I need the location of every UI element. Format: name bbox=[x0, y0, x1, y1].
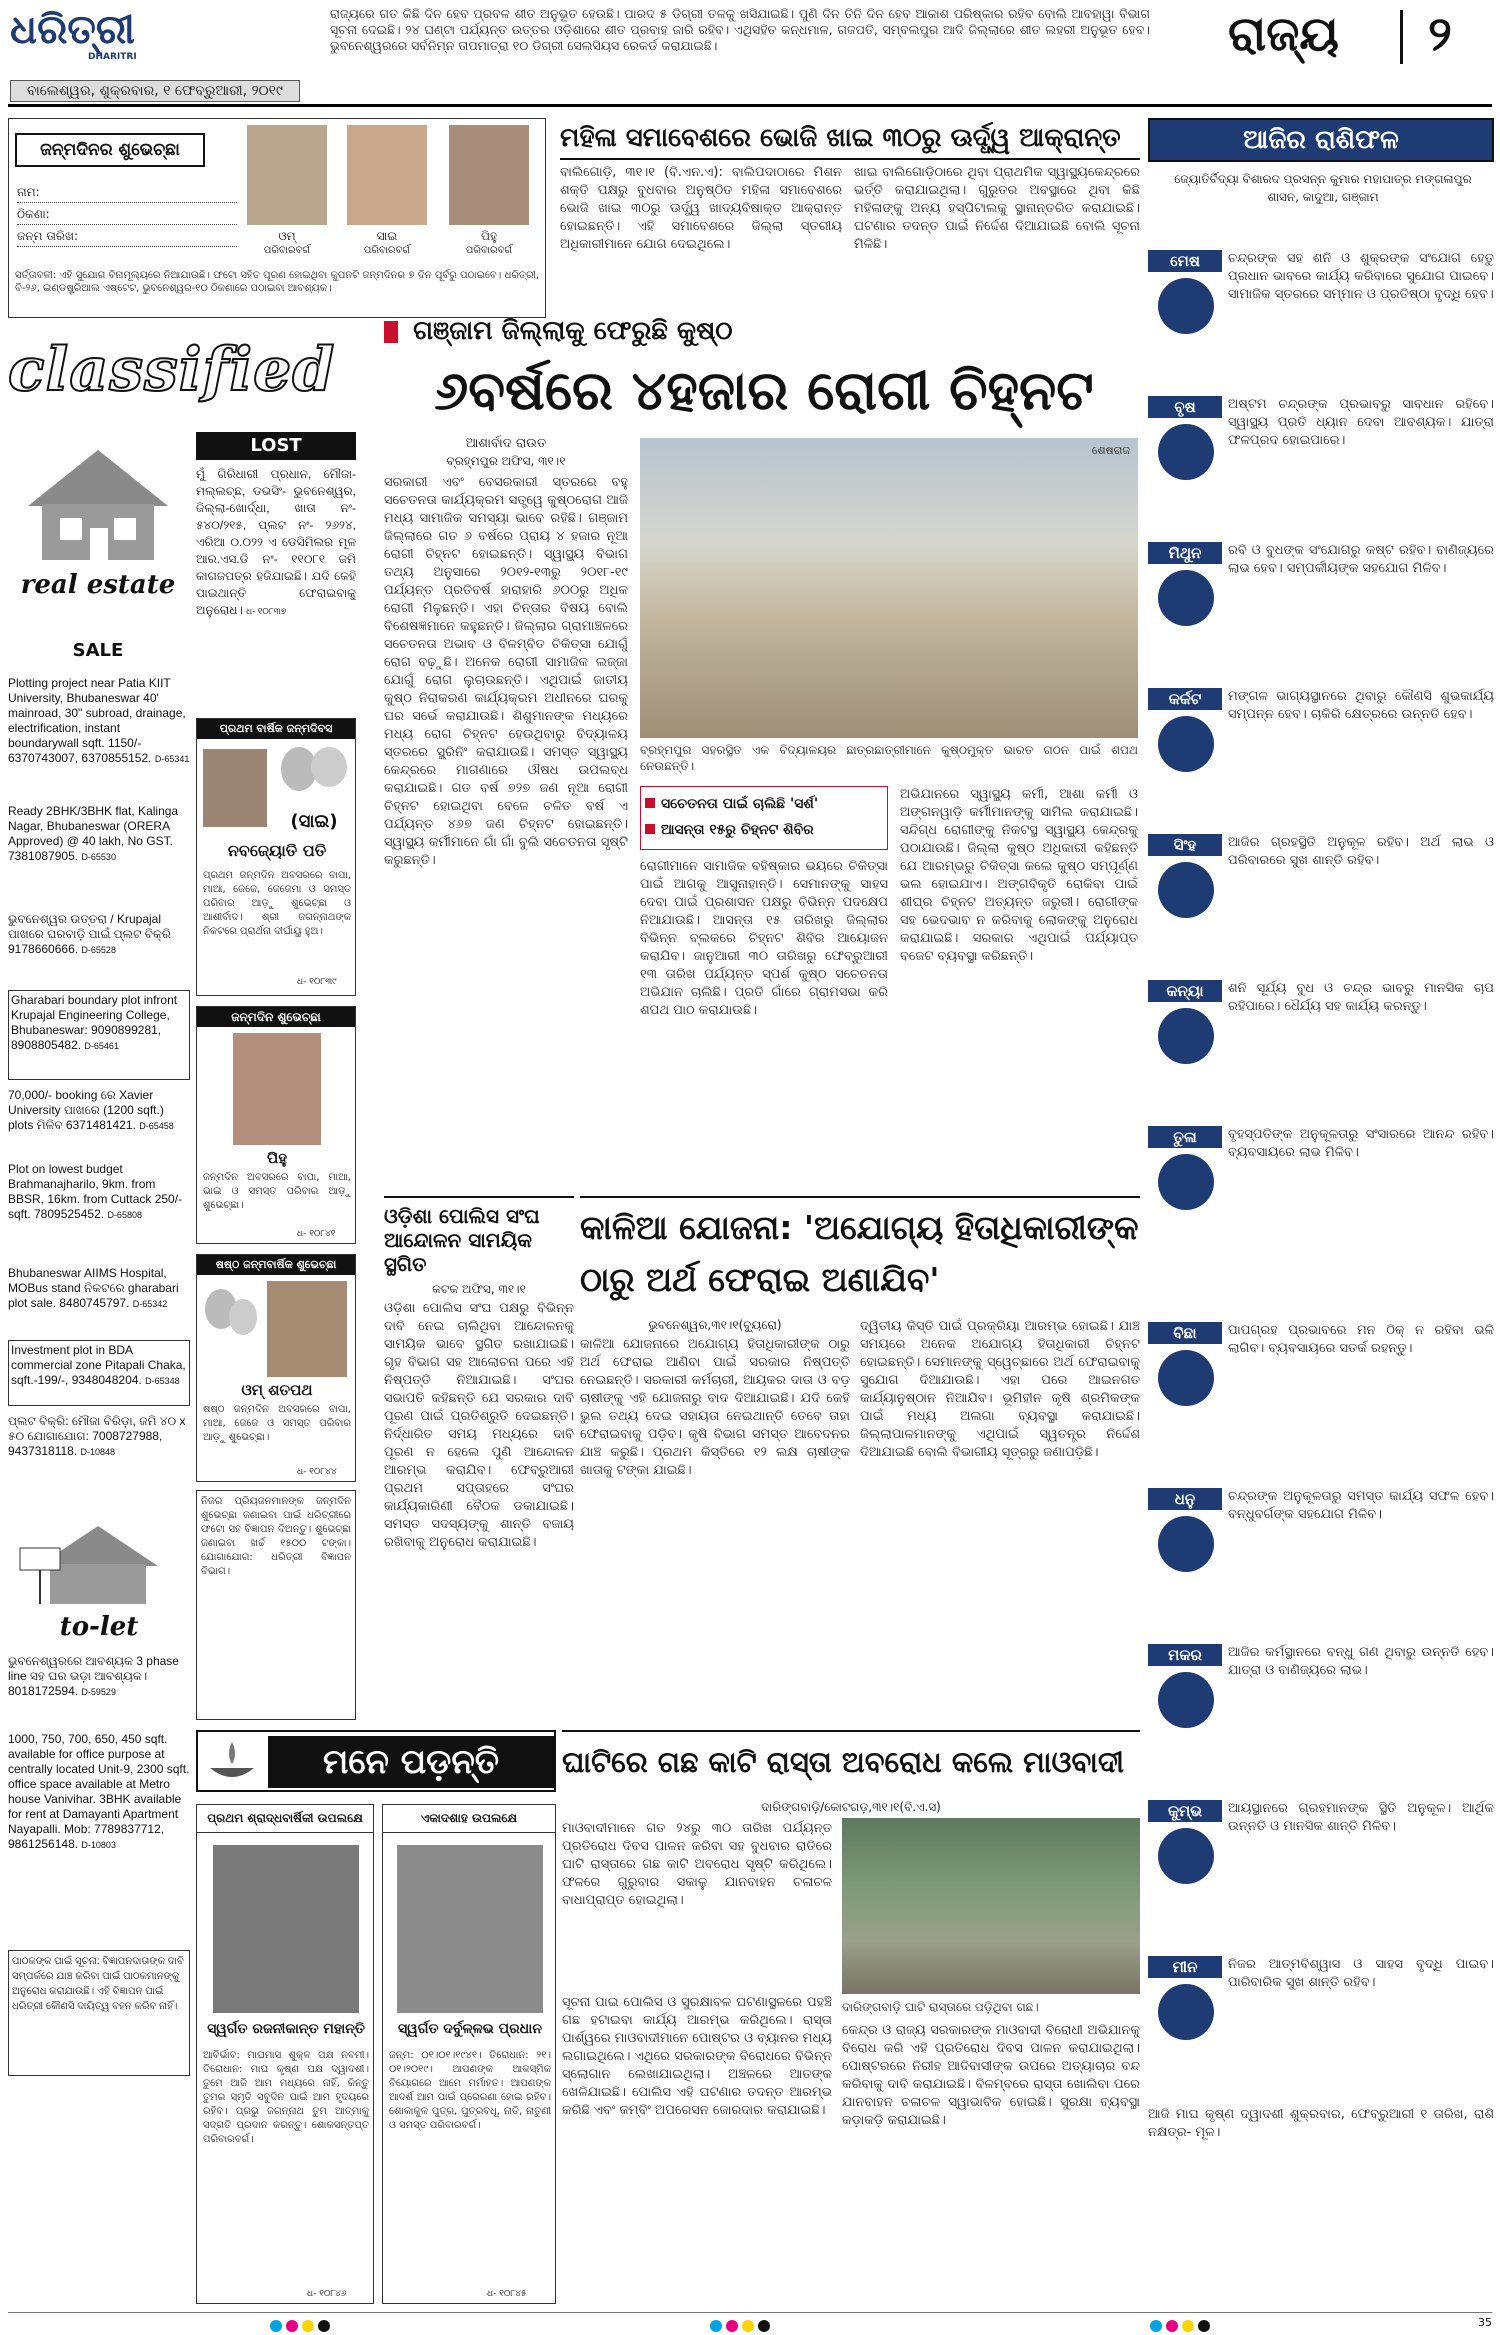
obituary-photo bbox=[213, 1845, 359, 2013]
obituary-name: ସ୍ୱର୍ଗତ ଦର୍ବୁଳ୍ଳଭ ପ୍ରଧାନ bbox=[398, 2021, 542, 2037]
register-mark bbox=[1166, 2320, 1178, 2332]
wish-body: ପ୍ରଥମ ଜନ୍ମଦିନ ଅବସରରେ ବାପା, ମାଆ, ଜେଜେ, ଜେଜେମା ଓ ସମସ୍ତ ପରିବାର ଆଡ଼ୁ ଶୁଭେଚ୍ଛା ଓ ଆଶୀର୍ବାଦ। ଶ୍ରୀ ଜଗନ୍ନାଥଙ୍କ ନିକଟରେ ପ୍ରାର୍ଥନା ଦୀର୍ଘାୟୁ ହୁଅ। bbox=[203, 870, 351, 937]
maoist-photo-caption: ଦାରିଙ୍ଗବାଡ଼ି ଘାଟି ରାସ୍ତାରେ ପଡ଼ିଥିବା ଗଛ। bbox=[842, 2000, 1039, 2014]
newspaper-logo bbox=[10, 8, 210, 60]
police-body: ଓଡ଼ିଶା ପୋଲିସ ସଂଘ ପକ୍ଷରୁ ବିଭିନ୍ନ ଦାବି ନେଇ ଚାଲିଥିବା ଆନ୍ଦୋଳନକୁ ସାମୟିକ ଭାବେ ସ୍ଥଗିତ ରଖାଯାଇଛି। ଗୃହ ବିଭାଗ ସହ ଆଲୋଚନା ପରେ ଏହି ନିଷ୍ପତ୍ତି ନିଆଯାଇଛି। ସଂଘର ସଭାପତି କହିଛନ୍ତି ଯେ ସରକାର ଦାବି ପୂରଣ ପାଇଁ ପ୍ରତିଶ୍ରୁତି ଦେଇଛନ୍ତି। ନିର୍ଦ୍ଧାରିତ ସମୟ ମଧ୍ୟରେ ଦାବି ପୂରଣ ନ ହେଲେ ପୁଣି ଆନ୍ଦୋଳନ ଆରମ୍ଭ କରାଯିବ। ଫେବ୍ରୁଆରୀ ପ୍ରଥମ ସପ୍ତାହରେ ସଂଘର କାର୍ଯ୍ୟକାରିଣୀ ବୈଠକ ଡକାଯାଇଛି। ସମସ୍ତ ସଦସ୍ୟଙ୍କୁ ଶାନ୍ତି ବଜାୟ ରଖିବାକୁ ଅନୁରୋଧ କରାଯାଇଛି। bbox=[384, 1301, 574, 1550]
logo-text: ଧରିତ୍ରୀ bbox=[10, 7, 135, 53]
sign-mina bbox=[1148, 1956, 1496, 2096]
obituary-body: ଆବିର୍ଭାବ: ମାଘମାସ ଶୁକ୍ଳ ପକ୍ଷ ନବମୀ। ତିରୋଧାନ: ମାଘ କୃଷ୍ଣ ପକ୍ଷ ଦ୍ୱାଦଶୀ। ତୁମେ ଆଜି ଆମ ମଧ୍ୟରେ ନାହିଁ, କିନ୍ତୁ ତୁମର ସ୍ମୃତି ସବୁଦିନ ପାଇଁ ଆମ ହୃଦୟରେ ରହିବ। ପ୍ରଭୁ ଜଗନ୍ନାଥ ତୁମ ଆତ୍ମାକୁ ସଦ୍ଗତି ପ୍ରଦାନ କରନ୍ତୁ। ଶୋକସନ୍ତପ୍ତ ପରିବାରବର୍ଗ। bbox=[203, 2050, 369, 2145]
wish-photo bbox=[267, 1281, 347, 1377]
register-mark bbox=[286, 2320, 298, 2332]
sign-text: ଆଜିର କର୍ମସ୍ଥାନରେ ବନ୍ଧୁ ଗଣ ଥିବାରୁ ଉନ୍ନତି ହେବ। ଯାତ୍ରା ଓ ବାଣିଜ୍ୟରେ ଲାଭ। bbox=[1228, 1645, 1494, 1678]
lead-bullets bbox=[640, 786, 888, 850]
register-mark bbox=[710, 2320, 722, 2332]
kid-sub-2: ପରିବାରବର୍ଗ bbox=[363, 245, 411, 256]
capricorn-icon bbox=[1158, 1672, 1214, 1728]
sign-label: ଧନୁ bbox=[1148, 1488, 1222, 1510]
lead-photo bbox=[640, 438, 1138, 738]
sign-text: ବୃହସ୍ପତିଙ୍କ ଅନୁକୂଳତାରୁ ସଂସାରରେ ଆନନ୍ଦ ରହିବ। ବ୍ୟବସାୟରେ ଲାଭ ମିଳିବ। bbox=[1228, 1127, 1494, 1160]
wish-body: ଷଷ୍ଠ ଜନ୍ମଦିନ ଅବସରରେ ବାପା, ମାଆ, ଜେଜେ ଓ ସମସ୍ତ ପରିବାର ଆଡ଼ୁ ଶୁଭେଚ୍ଛା। bbox=[203, 1404, 351, 1443]
sign-label: ବିଛା bbox=[1148, 1322, 1222, 1344]
wish-code: ଧ- ୧୦୮୩୯ bbox=[297, 977, 337, 987]
sign-label: ମେଷ bbox=[1148, 250, 1222, 272]
logo-subtext: DHARITRI bbox=[88, 52, 137, 62]
sign-text: ନିଜର ଆତ୍ମବିଶ୍ୱାସ ଓ ସାହସ ବୃଦ୍ଧି ପାଇବ। ପାରିବାରିକ ସୁଖ ଶାନ୍ତି ରହିବ। bbox=[1228, 1957, 1494, 1990]
house-icon bbox=[8, 436, 188, 566]
register-mark bbox=[318, 2320, 330, 2332]
photo-credit: ଶେଷରାଜ bbox=[1091, 444, 1130, 457]
sign-text: ଆୟସ୍ଥାନରେ ଗ୍ରହମାନଙ୍କ ସ୍ଥିତି ଅନୁକୂଳ। ଆର୍ଥିକ ଉନ୍ନତି ଓ ମାନସିକ ଶାନ୍ତି ମିଳିବ। bbox=[1228, 1801, 1494, 1834]
classified-ad: Plotting project near Patia KIIT University, Bhubaneswar 40' mainroad, 30" subroad, drainage, electrification, instant boundarywall sqft. 1150/- 6370743007, 6370855152. D-65341 bbox=[8, 676, 190, 765]
sign-label: ବୃଷ bbox=[1148, 396, 1222, 418]
sign-label: କର୍କଟ bbox=[1148, 688, 1222, 710]
sign-simha bbox=[1148, 834, 1496, 974]
bullet-item: ସଚେତନତା ପାଇଁ ଚାଲିଛି 'ସର୍ଶ' bbox=[645, 791, 883, 817]
cancer-icon bbox=[1158, 716, 1214, 772]
lead-body-3: ଅଭିଯାନରେ ସ୍ୱାସ୍ଥ୍ୟ କର୍ମୀ, ଆଶା କର୍ମୀ ଓ ଅଙ୍ଗନୱାଡ଼ି କର୍ମୀମାନଙ୍କୁ ସାମିଲ କରାଯାଇଛି। ସନ୍ଦିଗ୍ଧ ରୋଗୀଙ୍କୁ ନିକଟସ୍ଥ ସ୍ୱାସ୍ଥ୍ୟ କେନ୍ଦ୍ରକୁ ପଠାଯାଉଛି। ଜିଲ୍ଲା କୁଷ୍ଠ ଅଧିକାରୀ କହିଛନ୍ତି ଯେ ଆରମ୍ଭରୁ ଚିକିତ୍ସା କଲେ କୁଷ୍ଠ ସମ୍ପୂର୍ଣ୍ଣ ଭଲ ହୋଇଯାଏ। ଅଙ୍ଗବିକୃତି ରୋକିବା ପାଇଁ ଶୀଘ୍ର ଚିହ୍ନଟ ଅତ୍ୟନ୍ତ ଜରୁରୀ। ରୋଗୀଙ୍କ ସହ ଭେଦଭାବ ନ କରିବାକୁ ଲୋକଙ୍କୁ ଅନୁରୋଧ କରାଯାଇଛି। ସରକାର ଏଥିପାଇଁ ପର୍ଯ୍ୟାପ୍ତ ବଜେଟ ବ୍ୟବସ୍ଥା କରିଛନ୍ତି। bbox=[900, 787, 1138, 964]
balloon-icon bbox=[277, 745, 351, 805]
sign-text: ଚନ୍ଦ୍ରଙ୍କ ସହ ଶନି ଓ ଶୁକ୍ରଙ୍କ ସଂଯୋଗ ହେତୁ ପ୍ରଧାନ ଭାବରେ କାର୍ଯ୍ୟ କରିବାରେ ସୁଯୋଗ ପାଇବେ। ସାମାଜିକ ସ୍ତରରେ ସମ୍ମାନ ଓ ପ୍ରତିଷ୍ଠା ବୃଦ୍ଧି ହେବ। bbox=[1228, 251, 1494, 302]
obituary-code: ଧ- ୧୦୮୪୬ bbox=[307, 2289, 347, 2299]
lead-kicker bbox=[384, 316, 1144, 356]
classified-notice: ପାଠକଙ୍କ ପାଇଁ ସୂଚନା: ବିଜ୍ଞାପନଦାତାଙ୍କ ଦାବି ସମ୍ପର୍କରେ ଯାଞ୍ଚ କରିବା ପାଇଁ ପାଠକମାନଙ୍କୁ ଅନୁରୋଧ କରାଯାଉଛି। ଏହି ବିଜ୍ଞାପନ ପାଇଁ ଧରିତ୍ରୀ କୌଣସି ଦାୟିତ୍ୱ ବହନ କରିବ ନାହିଁ। bbox=[8, 1950, 190, 2076]
wish-code: ଧ- ୧୦୮୪୧ bbox=[297, 1229, 336, 1239]
sign-text: ରବି ଓ ବୁଧଙ୍କ ସଂଯୋଗରୁ କଷ୍ଟ ରହିବ। ବାଣିଜ୍ୟରେ ଲାଭ ହେବ। ସମ୍ପର୍କୀୟଙ୍କ ସହଯୋଗ ମିଳିବ। bbox=[1228, 543, 1494, 576]
leo-icon bbox=[1158, 862, 1214, 918]
story-top-body-1: ବାଲିଗୋଡ଼ି, ୩୧।୧ (ବି.ଏନ.ଏ): ବାଲିପଦାଠାରେ ମିଶନ ଶକ୍ତି ପକ୍ଷରୁ ବୁଧବାର ଅନୁଷ୍ଠିତ ମହିଳା ସମାବେଶରେ ଭୋଜି ଖାଇ ୩୦ରୁ ଊର୍ଦ୍ଧ୍ୱ ଖାଦ୍ୟବିଷାକ୍ତ ଆକ୍ରାନ୍ତ ହୋଇଛନ୍ତି। ଏହି ସମାବେଶରେ ଜିଲ୍ଲା ସ୍ତରୀୟ ଅଧିକାରୀମାନେ ଯୋଗ ଦେଇଥିଲେ। bbox=[560, 165, 842, 252]
horoscope-intro: ଜ୍ୟୋତିର୍ବିଦ୍ୟା ବିଶାରଦ ପ୍ରସନ୍ନ କୁମାର ମହାପାତ୍ର ମଙ୍ଗଳାପୁର ଶାସନ, କାଦୁଆ, ଗଞ୍ଜାମ bbox=[1174, 172, 1472, 204]
balloon-icon bbox=[201, 1283, 261, 1363]
sign-kanya bbox=[1148, 980, 1496, 1120]
lost-heading: LOST bbox=[196, 432, 356, 460]
sign-label: କନ୍ୟା bbox=[1148, 980, 1222, 1002]
kid-photo-3 bbox=[449, 125, 529, 225]
to-let-block bbox=[8, 1518, 190, 1648]
bullet-square-icon bbox=[645, 824, 655, 834]
classified-ad: Plot on lowest budget Brahmanajharilo, 9km. from BBSR, 16km. from Cuttack 250/- sqft. 7809525452. D-65808 bbox=[8, 1162, 183, 1221]
obituary-name: ସ୍ୱର୍ଗତ ରଜନୀକାନ୍ତ ମହାନ୍ତି bbox=[207, 2021, 365, 2037]
obituary-card-right bbox=[382, 1804, 556, 2304]
lost-notice: ମୁଁ ଗିରିଧାରୀ ପ୍ରଧାନ, ମୌଜା- ମଲ୍ଲଚ୍ଛ, ଡଭସିଂ- ଭୁବନେଶ୍ୱର, ଜିଲ୍ଲା-ଖୋର୍ଦ୍ଧା, ଖାତା ନଂ- ୫୪୦/୨୧୫, ପ୍ଲଟ ନଂ- ୨୬୨୪, ଏରିଆ ୦.୦୨୨ ଏ ଡେସିମିଲର ମୂଳ ଆର.ଏସ.ଡି ନଂ- ୧୧୦୮୧ ଜମି କାଗଜପତ୍ର ହଜିଯାଇଛି। ଯଦି କେହି ପାଇଥାନ୍ତି ଫେରାଇବାକୁ ଅନୁରୋଧ। ଧ- ୧୦୮୩୭ bbox=[196, 467, 356, 617]
register-mark bbox=[1150, 2320, 1162, 2332]
top-weather-story: ରାଜ୍ୟରେ ଗତ କିଛି ଦିନ ହେବ ପ୍ରବଳ ଶୀତ ଅନୁଭୂତ ହେଉଛି। ପାରଦ ୫ ଡିଗ୍ରୀ ତଳକୁ ଖସିଯାଇଛି। ପୁଣି ଦିନ ତିନି ଦିନ ହେବ ଆକାଶ ପରିଷ୍କାର ରହିବ ବୋଲି ଆବହାୱା ବିଭାଗ ସୂଚନା ଦେଇଛି। ୨୪ ଘଣ୍ଟା ପର୍ଯ୍ୟନ୍ତ ଉତ୍ତର ଓଡ଼ିଶାରେ ଶୀତ ପ୍ରବାହ ଜାରି ରହିବ। ଏଥିସହିତ କନ୍ଧମାଳ, ଗଜପତି, ସମ୍ବଲପୁର ଆଦି ଜିଲ୍ଲାରେ ଶୀତ ଲହରୀ ଅନୁଭୂତ ହେବ। ଭୁବନେଶ୍ୱରରେ ସର୍ବନିମ୍ନ ତାପମାତ୍ରା ୧୦ ଡିଗ୍ରୀ ସେଲସିୟସ ରେକର୍ଡ କରାଯାଇଛି। bbox=[330, 6, 1150, 53]
register-mark bbox=[270, 2320, 282, 2332]
aries-icon bbox=[1158, 278, 1214, 334]
pisces-icon bbox=[1158, 1984, 1214, 2040]
maoist-headline: ଘାଟିରେ ଗଛ କାଟି ରାସ୍ତା ଅବରୋଧ କଲେ ମାଓବାଦୀ bbox=[562, 1745, 1125, 1779]
obituary-code: ଧ- ୧୦୮୪୫ bbox=[487, 2289, 527, 2299]
register-mark bbox=[302, 2320, 314, 2332]
police-rule bbox=[384, 1196, 574, 1198]
wish-card-1 bbox=[196, 718, 356, 996]
obituary-head: ଏକାଦଶାହ ଉପଲକ୍ଷେ bbox=[383, 1805, 555, 1833]
sign-mithuna bbox=[1148, 542, 1496, 682]
kicker-square-icon bbox=[384, 321, 398, 343]
taurus-icon bbox=[1158, 424, 1214, 480]
obituary-body: ଜନ୍ମ: ୦୧।୦୧।୧୯୪୧। ତିରୋଧାନ: ୨୧।୦୧।୨୦୧୯। ଆପଣଙ୍କ ଆକସ୍ମିକ ବିୟୋଗରେ ଆମେ ମର୍ମାହତ। ଆପଣଙ୍କ ଆଦର୍ଶ ଆମ ପାଇଁ ପ୍ରେରଣା ହୋଇ ରହିବ। ଶୋକାକୁଳ ପୁତ୍ର, ପୁତ୍ରବଧୂ, ନାତି, ନାତୁଣୀ ଓ ସମସ୍ତ ପରିବାରବର୍ଗ। bbox=[389, 2050, 551, 2131]
wish-card-3 bbox=[196, 1254, 356, 1482]
wish-info-box: ନିଜର ପ୍ରିୟଜନମାନଙ୍କ ଜନ୍ମଦିନ ଶୁଭେଚ୍ଛା ଜଣାଇବା ପାଇଁ ଧରିତ୍ରୀରେ ଫଟୋ ସହ ବିଜ୍ଞାପନ ଦିଅନ୍ତୁ। ଶୁଭେଚ୍ଛା ଜଣାଇବା ଖର୍ଚ୍ଚ ୧୫୦୦ ଟଙ୍କା। ଯୋଗାଯୋଗ: ଧରିତ୍ରୀ ବିଜ୍ଞାପନ ବିଭାଗ। bbox=[196, 1490, 356, 1720]
wish-title: ପ୍ରଥମ ବାର୍ଷିକ ଜନ୍ମଦିବସ bbox=[197, 719, 355, 739]
sign-makara bbox=[1148, 1644, 1496, 1784]
section-name: ରାଜ୍ୟ bbox=[1228, 6, 1339, 62]
lead-headline: ୬ବର୍ଷରେ ୪ହଜାର ରୋଗୀ ଚିହ୍ନଟ bbox=[434, 359, 1094, 422]
kalia-body-1: କାଳିଆ ଯୋଜନାରେ ଅଯୋଗ୍ୟ ହିତାଧିକାରୀଙ୍କ ଠାରୁ ଅର୍ଥ ଫେରାଇ ଆଣିବା ପାଇଁ ସରକାର ନିଷ୍ପତ୍ତି ନେଇଛନ୍ତି। ସରକାରୀ କର୍ମଚାରୀ, ଆୟକର ଦାତା ଓ ବଡ଼ ଚାଷୀଙ୍କୁ ଏହି ଯୋଜନାରୁ ବାଦ ଦିଆଯାଇଛି। ଯଦି କେହି ଭୁଲ ତଥ୍ୟ ଦେଇ ସହାୟତା ନେଇଥାନ୍ତି ତେବେ ତାହା ଫେରାଇବାକୁ ପଡ଼ିବ। କୃଷି ବିଭାଗ ସମସ୍ତ ଆବେଦନର ଯାଞ୍ଚ କରୁଛି। ପ୍ରଥମ କିସ୍ତିରେ ୧୨ ଲକ୍ଷ ଚାଷୀଙ୍କ ଖାତାକୁ ଟଙ୍କା ଯାଇଛି। bbox=[580, 1337, 850, 1478]
obituary-head: ପ୍ରଥମ ଶ୍ରାଦ୍ଧବାର୍ଷିକୀ ଉପଲକ୍ଷେ bbox=[197, 1805, 373, 1833]
story-top-headline: ମହିଳା ସମାବେଶରେ ଭୋଜି ଖାଇ ୩୦ରୁ ଊର୍ଦ୍ଧ୍ୱ ଆକ୍ରାନ୍ତ bbox=[560, 123, 1121, 153]
classified-ad: Bhubaneswar AIIMS Hospital, MOBus stand ନିକଟରେ gharabari plot sale. 8480745797. D-65342 bbox=[8, 1266, 179, 1310]
maoist-body-1: ମାଓବାଦୀମାନେ ଗତ ୨୪ରୁ ୩୦ ତାରିଖ ପର୍ଯ୍ୟନ୍ତ ପ୍ରତିରୋଧ ଦିବସ ପାଳନ କରିବା ସହ ବୁଧବାର ରାତିରେ ଘାଟି ରାସ୍ତାରେ ଗଛ କାଟି ଅବରୋଧ ସୃଷ୍ଟି କରିଥିଲେ। ଫଳରେ ଗୁରୁବାର ସକାଳୁ ଯାନବାହନ ଚଳାଚଳ ବାଧାପ୍ରାପ୍ତ ହୋଇଥିଲା। bbox=[562, 1821, 832, 1908]
sign-label: ସିଂହ bbox=[1148, 834, 1222, 856]
sign-tula bbox=[1148, 1126, 1496, 1266]
register-mark bbox=[1198, 2320, 1210, 2332]
story-top-body-2: ଖାଇ ବାଲିଗୋଡ଼ିଠାରେ ଥିବା ପ୍ରାଥମିକ ସ୍ୱାସ୍ଥ୍ୟକେନ୍ଦ୍ରରେ ଭର୍ତ୍ତି କରାଯାଇଥିଲା। ଗୁରୁତର ଅବସ୍ଥାରେ ଥିବା କିଛି ମହିଳାଙ୍କୁ ଅନ୍ୟ ହସ୍ପିଟାଲକୁ ସ୍ଥାନାନ୍ତରିତ କରାଯାଇଛି। ଘଟଣାର ତଦନ୍ତ ପାଇଁ ନିର୍ଦ୍ଦେଶ ଦିଆଯାଇଛି ବୋଲି ସୂଚନା ମିଳିଛି। bbox=[854, 165, 1140, 252]
sign-text: ପାପଗ୍ରହ ପ୍ରଭାବରେ ମନ ଠିକ୍ ନ ରହିବା ଭଳି ଲାଗିବ। ବ୍ୟବସାୟରେ ସତର୍କ ରହନ୍ତୁ। bbox=[1228, 1323, 1494, 1356]
sign-text: ଆଜିର ଗ୍ରହସ୍ଥିତି ଅନୁକୂଳ ରହିବ। ଅର୍ଥ ଲାଭ ଓ ପରିବାରରେ ସୁଖ ଶାନ୍ତି ରହିବ। bbox=[1228, 835, 1494, 868]
kalia-place: ଭୁବନେଶ୍ୱର,୩୧।୧(ବ୍ୟୁରୋ) bbox=[648, 1318, 782, 1332]
section-divider bbox=[1400, 10, 1403, 64]
birthday-title: ଜନ୍ମଦିନର ଶୁଭେଚ୍ଛା bbox=[15, 133, 205, 167]
horoscope-title: ଆଜିର ରାଶିଫଳ bbox=[1243, 125, 1399, 155]
classified-ad: ଭୁବନେଶ୍ୱରରେ ଆବଶ୍ୟକ 3 phase line ସହ ଘର ଭଡ଼ା ଆବଶ୍ୟକ। 8018172594. D-59529 bbox=[8, 1654, 179, 1698]
wish-body: ଜନ୍ମଦିନ ଅବସରରେ ବାପା, ମାଆ, ଭାଇ ଓ ସମସ୍ତ ପରିବାର ଆଡ଼ୁ ଶୁଭେଚ୍ଛା। bbox=[203, 1172, 351, 1211]
scorpio-icon bbox=[1158, 1350, 1214, 1406]
kid-name-1: ଓମ୍ bbox=[278, 229, 296, 243]
classified-banner bbox=[8, 330, 336, 416]
lamp-icon bbox=[202, 1738, 262, 1788]
bullet-item: ଆସନ୍ତା ୧୫ରୁ ଚିହ୍ନଟ ଶିବିର bbox=[645, 817, 883, 843]
folio-number: 35 bbox=[1478, 2316, 1492, 2329]
lead-photo-caption: ବ୍ରହ୍ମପୁର ସହରସ୍ଥିତ ଏକ ବିଦ୍ୟାଳୟର ଛାତ୍ରଛାତ୍ରୀମାନେ କୁଷ୍ଠମୁକ୍ତ ଭାରତ ଗଠନ ପାଇଁ ଶପଥ ନେଉଛନ୍ତି। bbox=[640, 743, 1138, 773]
wish-photo bbox=[203, 749, 267, 827]
bullet-square-icon bbox=[645, 798, 655, 808]
sign-text: ଅଷ୍ଟମ ଚନ୍ଦ୍ରଙ୍କ ପ୍ରଭାବରୁ ସାବଧାନ ରହିବେ। ସ୍ୱାସ୍ଥ୍ୟ ପ୍ରତି ଧ୍ୟାନ ଦେବା ଆବଶ୍ୟକ। ଯାତ୍ରା ଫଳପ୍ରଦ ହୋଇପାରେ। bbox=[1228, 397, 1494, 448]
register-mark bbox=[758, 2320, 770, 2332]
sign-text: ଚନ୍ଦ୍ରଙ୍କ ଅନୁକୂଳତାରୁ ସମସ୍ତ କାର୍ଯ୍ୟ ସଫଳ ହେବ। ବନ୍ଧୁବର୍ଗଙ୍କ ସହଯୋଗ ମିଳିବ। bbox=[1228, 1489, 1494, 1522]
lead-byline: ଆଶାର୍ବାଦ ରାଉତ bbox=[465, 436, 547, 451]
wish-card-2 bbox=[196, 1006, 356, 1244]
register-mark bbox=[726, 2320, 738, 2332]
kid-name-2: ସାଇ bbox=[376, 229, 398, 243]
birthday-terms: ସର୍ତ୍ତାବଳୀ: ଏହି ସୁଯୋଗ ବିନାମୂଲ୍ୟରେ ନିଆଯାଉଛି। ଫଟୋ ସହିତ ପୂରଣ ହୋଇଥିବା କୁପନଟି ଜନ୍ମଦିନର ୭ ଦିନ ପୂର୍ବରୁ ପଠାଇବେ। ଧରିତ୍ରୀ, ବି-୨୬, ଇଣ୍ଡଷ୍ଟ୍ରିଆଲ ଏଷ୍ଟେଟ, ଭୁବନେଶ୍ୱର-୧୦ ଠିକଣାରେ ପଠାଇବା ଆବଶ୍ୟକ। bbox=[15, 270, 539, 294]
real-estate-label: real estate bbox=[20, 570, 176, 600]
sign-label: ତୁଳା bbox=[1148, 1126, 1222, 1148]
wish-name: ନବଜ୍ୟୋତି ପତି bbox=[227, 841, 327, 860]
wish-name: ଓମ୍ ଶତପଥ bbox=[241, 1381, 313, 1399]
register-mark bbox=[742, 2320, 754, 2332]
virgo-icon bbox=[1158, 1008, 1214, 1064]
police-headline: ଓଡ଼ିଶା ପୋଲିସ ସଂଘ ଆନ୍ଦୋଳନ ସାମୟିକ ସ୍ଥଗିତ bbox=[384, 1204, 540, 1276]
classified-ad: Investment plot in BDA commercial zone Pitapali Chaka, sqft.-199/-, 9348048204. D-65348 bbox=[8, 1340, 190, 1406]
maoist-photo bbox=[842, 1818, 1140, 1994]
kid-sub-3: ପରିବାରବର୍ଗ bbox=[465, 245, 513, 256]
lead-kicker-text: ଗଞ୍ଜାମ ଜିଲ୍ଲାକୁ ଫେରୁଛି କୁଷ୍ଠ bbox=[413, 316, 733, 346]
classified-ad: Gharabari boundary plot infront Krupajal Engineering College, Bhubaneswar: 9090899281, 8908805482. D-65461 bbox=[8, 990, 190, 1080]
lead-place: ବ୍ରହ୍ମପୁର ଅଫିସ, ୩୧।୧ bbox=[446, 454, 566, 468]
wish-name: ପିହୁ bbox=[267, 1149, 287, 1167]
kalia-body-2: ଦ୍ୱିତୀୟ କିସ୍ତି ପାଇଁ ପ୍ରକ୍ରିୟା ଆରମ୍ଭ ହୋଇଛି। ଯାଞ୍ଚ ସମୟରେ ଅନେକ ଅଯୋଗ୍ୟ ହିତାଧିକାରୀ ଚିହ୍ନଟ ହୋଇଛନ୍ତି। ସେମାନଙ୍କୁ ସ୍ୱେଚ୍ଛାରେ ଅର୍ଥ ଫେରାଇବାକୁ ସୁଯୋଗ ଦିଆଯାଉଛି। ଏହା ପରେ ଆଇନଗତ କାର୍ଯ୍ୟାନୁଷ୍ଠାନ ନିଆଯିବ। ଭୂମିହୀନ କୃଷି ଶ୍ରମିକଙ୍କ ପାଇଁ ମଧ୍ୟ ଅଲଗା ବ୍ୟବସ୍ଥା କରାଯାଇଛି। ଜିଲ୍ଲାପାଳମାନଙ୍କୁ ଏଥିପାଇଁ ସ୍ୱତନ୍ତ୍ର ନିର୍ଦ୍ଦେଶ ଦିଆଯାଇଛି ବୋଲି ବିଭାଗୀୟ ସୂତ୍ରରୁ ଜଣାପଡ଼ିଛି। bbox=[860, 1319, 1140, 1460]
kalia-headline: କାଳିଆ ଯୋଜନା: 'ଅଯୋଗ୍ୟ ହିତାଧିକାରୀଙ୍କ ଠାରୁ ଅର୍ଥ ଫେରାଇ ଅଣାଯିବ' bbox=[580, 1208, 1139, 1299]
sign-label: ମୀନ bbox=[1148, 1956, 1222, 1978]
sagittarius-icon bbox=[1158, 1516, 1214, 1572]
libra-icon bbox=[1158, 1154, 1214, 1210]
sign-text: ମଙ୍ଗଳ ଭାଗ୍ୟସ୍ଥାନରେ ଥିବାରୁ କୌଣସି ଶୁଭକାର୍ଯ୍ୟ ସମ୍ପନ୍ନ ହେବ। ଚାକିରି କ୍ଷେତ୍ରରେ ଉନ୍ନତି ହେବ। bbox=[1228, 689, 1494, 722]
aquarius-icon bbox=[1158, 1828, 1214, 1884]
wish-code: ଧ- ୧୦୮୪୪ bbox=[297, 1467, 337, 1477]
birthday-box bbox=[8, 118, 546, 318]
birthday-form bbox=[17, 181, 237, 261]
classified-title: classified bbox=[8, 335, 336, 405]
page-number: ୨ bbox=[1428, 6, 1452, 62]
lead-body-2: ରୋଗୀମାନେ ସାମାଜିକ ବହିଷ୍କାର ଭୟରେ ଚିକିତ୍ସା ପାଇଁ ଆଗକୁ ଆସୁନାହାନ୍ତି। ସେମାନଙ୍କୁ ସାହସ ଦେବା ପାଇଁ ପ୍ରଶାସନ ପକ୍ଷରୁ ବିଭିନ୍ନ ପଦକ୍ଷେପ ନିଆଯାଉଛି। ଆସନ୍ତା ୧୫ ତାରିଖରୁ ଜିଲ୍ଲାର ବିଭିନ୍ନ ବ୍ଲକରେ ଚିହ୍ନଟ ଶିବିର ଆୟୋଜନ କରାଯିବ। ଜାନୁଆରୀ ୩୦ ତାରିଖରୁ ଫେବ୍ରୁଆରୀ ୧୩ ତାରିଖ ପର୍ଯ୍ୟନ୍ତ ସ୍ପର୍ଶ କୁଷ୍ଠ ସଚେତନତା ଅଭିଯାନ ଚାଲିଛି। ପ୍ରତି ଗାଁରେ ଗ୍ରାମସଭା କରି ଶପଥ ପାଠ କରାଯାଉଛି। bbox=[640, 859, 888, 1018]
form-field-dob: ଜନ୍ମ ତାରିଖ: bbox=[17, 225, 237, 247]
maoist-body-2: ସୂଚନା ପାଇ ପୋଲିସ ଓ ସୁରକ୍ଷାବଳ ଘଟଣାସ୍ଥଳରେ ପହଞ୍ଚି ଗଛ ହଟାଇବା କାର୍ଯ୍ୟ ଆରମ୍ଭ କରିଥିଲେ। ରାସ୍ତା ପାର୍ଶ୍ୱରେ ମାଓବାଦୀମାନେ ପୋଷ୍ଟର ଓ ବ୍ୟାନର ମଧ୍ୟ ଲଗାଇଥିଲେ। ଏଥିରେ ସରକାରଙ୍କ ବିରୋଧରେ ବିଭିନ୍ନ ସ୍ଲୋଗାନ ଲେଖାଯାଇଥିଲା। ଅଞ୍ଚଳରେ ଆତଙ୍କ ଖେଳିଯାଇଛି। ପୋଲିସ ଏହି ଘଟଣାର ତଦନ୍ତ ଆରମ୍ଭ କରିଛି ଏବଂ କମ୍ବିଂ ଅପରେସନ ଜୋରଦାର କରାଯାଇଛି। bbox=[562, 1995, 832, 2118]
masthead bbox=[0, 0, 1500, 110]
obituary-photo bbox=[397, 1845, 543, 2013]
real-estate-block bbox=[8, 436, 188, 626]
maoist-rule bbox=[562, 1730, 1140, 1732]
register-mark bbox=[1182, 2320, 1194, 2332]
wish-title: ଜନ୍ମଦିନ ଶୁଭେଚ୍ଛା bbox=[197, 1007, 355, 1027]
sign-label: ମକର bbox=[1148, 1644, 1222, 1666]
wish-photo bbox=[233, 1033, 321, 1145]
kid-photo-1 bbox=[247, 125, 327, 225]
to-let-sign-icon bbox=[8, 1518, 188, 1608]
gemini-icon bbox=[1158, 570, 1214, 626]
sign-karkata bbox=[1148, 688, 1496, 828]
police-place: କଟକ ଅଫିସ, ୩୧।୧ bbox=[432, 1282, 526, 1296]
mane-padunti-title: ମନେ ପଡ଼ନ୍ତି bbox=[268, 1736, 554, 1788]
horoscope-header bbox=[1148, 118, 1494, 162]
sign-label: ମିଥୁନ bbox=[1148, 542, 1222, 564]
maoist-body-3: କେନ୍ଦ୍ର ଓ ରାଜ୍ୟ ସରକାରଙ୍କ ମାଓବାଦୀ ବିରୋଧୀ ଅଭିଯାନକୁ ବିରୋଧ କରି ଏହି ପ୍ରତିରୋଧ ଦିବସ ପାଳନ କରାଯାଇଥିଲା। ପୋଷ୍ଟରରେ ନିରୀହ ଆଦିବାସୀଙ୍କ ଉପରେ ଅତ୍ୟାଚାର ବନ୍ଦ କରିବାକୁ ଦାବି କରାଯାଇଛି। ବିଳମ୍ବରେ ରାସ୍ତା ଖୋଲିବା ପରେ ଯାନବାହନ ଚଳାଚଳ ସ୍ୱାଭାବିକ ହୋଇଛି। ସୁରକ୍ଷା ବ୍ୟବସ୍ଥା କଡ଼ାକଡ଼ି କରାଯାଇଛି। bbox=[842, 2023, 1140, 2128]
sale-heading: SALE bbox=[72, 640, 124, 661]
horoscope-footer: ଆଜି ମାଘ କୃଷ୍ଣ ଦ୍ୱାଦଶୀ ଶୁକ୍ରବାର, ଫେବ୍ରୁଆରୀ ୧ ତାରିଖ, ରାଶି ନକ୍ଷତ୍ର- ମୂଳ। bbox=[1148, 2107, 1494, 2140]
dateline: ବାଲେଶ୍ୱର, ଶୁକ୍ରବାର, ୧ ଫେବ୍ରୁଆରୀ, ୨୦୧୯ bbox=[10, 80, 300, 102]
kid-sub-1: ପରିବାରବର୍ଗ bbox=[263, 245, 311, 256]
story-top-rule bbox=[560, 158, 1140, 160]
sign-label: କୁମ୍ଭ bbox=[1148, 1800, 1222, 1822]
masthead-rule bbox=[8, 104, 1492, 107]
sign-text: ଶନି ସୂର୍ଯ୍ୟ ବୁଧ ଓ ଚନ୍ଦ୍ର ଭାବରୁ ମାନସିକ ଚାପ ରହିପାରେ। ଧୈର୍ଯ୍ୟ ସହ କାର୍ଯ୍ୟ କରନ୍ତୁ। bbox=[1228, 981, 1494, 1014]
kid-name-3: ପିହୁ bbox=[481, 229, 497, 243]
kid-photo-2 bbox=[347, 125, 427, 225]
section-title bbox=[1228, 4, 1490, 70]
sign-mesha bbox=[1148, 250, 1496, 390]
sign-vrisha bbox=[1148, 396, 1496, 536]
footer-rule bbox=[8, 2312, 1492, 2313]
obituary-card-left bbox=[196, 1804, 374, 2304]
classified-left-column bbox=[8, 676, 190, 2306]
form-field-address: ଠିକଣା: bbox=[17, 203, 237, 225]
maoist-place: ଦାରିଙ୍ଗବାଡ଼ି/କୋଟଗଡ଼,୩୧।୧(ବି.ଏ.ସ) bbox=[761, 1800, 941, 1814]
classified-ad: 70,000/- booking ରେ Xavier University ପାଖରେ (1200 sqft.) plots ମିଳିବ 6371481421. D-65458 bbox=[8, 1088, 174, 1132]
to-let-label: to-let bbox=[59, 1612, 139, 1642]
sign-kumbha bbox=[1148, 1800, 1496, 1940]
mane-padunti-banner bbox=[196, 1730, 556, 1792]
classified-ad: Ready 2BHK/3BHK flat, Kalinga Nagar, Bhubaneswar (ORERA Approved) @ 40 lakh, No GST. 7381087905. D-65530 bbox=[8, 804, 179, 863]
sign-dhanu bbox=[1148, 1488, 1496, 1628]
sign-bichha bbox=[1148, 1322, 1496, 1462]
lead-body-1: ସରକାରୀ ଏବଂ ବେସରକାରୀ ସ୍ତରରେ ବହୁ ସଚେତନତା କାର୍ଯ୍ୟକ୍ରମ ସତ୍ତ୍ୱେ କୁଷ୍ଠରୋଗ ଆଜି ମଧ୍ୟ ସାମାଜିକ ସମସ୍ୟା ଭାବେ ରହିଛି। ଗଞ୍ଜାମ ଜିଲ୍ଲାରେ ଗତ ୬ ବର୍ଷରେ ପ୍ରାୟ ୪ ହଜାର ନୂଆ ରୋଗୀ ଚିହ୍ନଟ ହୋଇଛନ୍ତି। ସ୍ୱାସ୍ଥ୍ୟ ବିଭାଗ ତଥ୍ୟ ଅନୁସାରେ ୨୦୧୨-୧୩ରୁ ୨୦୧୮-୧୯ ପର୍ଯ୍ୟନ୍ତ ପ୍ରତିବର୍ଷ ହାରାହାରି ୬୦୦ରୁ ଅଧିକ ରୋଗୀ ମିଳୁଛନ୍ତି। ଏହା ଚିନ୍ତାର ବିଷୟ ବୋଲି ବିଶେଷଜ୍ଞମାନେ କହୁଛନ୍ତି। ଜିଲ୍ଲାର ଗ୍ରାମାଞ୍ଚଳରେ ସଚେତନତା ଅଭାବ ଓ ବିଳମ୍ବିତ ଚିକିତ୍ସା ଯୋଗୁଁ ରୋଗ ବଢ଼ୁଛି। ଅନେକ ରୋଗୀ ସାମାଜିକ ଲଜ୍ଜା ଯୋଗୁଁ ରୋଗ ଲୁଚାଉଛନ୍ତି। ଏଥିପାଇଁ ଜାତୀୟ କୁଷ୍ଠ ନିରାକରଣ କାର୍ଯ୍ୟକ୍ରମ ଅଧୀନରେ ଘରକୁ ଘର ସର୍ଭେ କରାଯାଉଛି। ଶିଶୁମାନଙ୍କ ମଧ୍ୟରେ ମଧ୍ୟ ରୋଗ ଚିହ୍ନଟ ହେଉଥିବାରୁ ବିଦ୍ୟାଳୟ ସ୍ତରରେ ସ୍କ୍ରିନିଂ କରାଯାଉଛି। ସମସ୍ତ ସ୍ୱାସ୍ଥ୍ୟ କେନ୍ଦ୍ରରେ ମାଗଣାରେ ଔଷଧ ଉପଲବ୍ଧ କରାଯାଇଛି। ଗତ ବର୍ଷ ୭୨୭ ଜଣ ନୂଆ ରୋଗୀ ଚିହ୍ନଟ ହୋଇଥିବା ବେଳେ ଚଳିତ ବର୍ଷ ଏ ପର୍ଯ୍ୟନ୍ତ ୪୬୭ ଜଣ ଚିହ୍ନଟ ହୋଇଛନ୍ତି। ସ୍ୱାସ୍ଥ୍ୟ କର୍ମୀମାନେ ଗାଁ ଗାଁ ବୁଲି ସଚେତନତା ସୃଷ୍ଟି କରୁଛନ୍ତି। bbox=[384, 475, 628, 868]
form-field-name: ନାମ: bbox=[17, 181, 237, 203]
wish-label: (ସାଇ) bbox=[290, 811, 338, 832]
wish-title: ଷଷ୍ଠ ଜନ୍ମବାର୍ଷିକ ଶୁଭେଚ୍ଛା bbox=[197, 1255, 355, 1275]
kalia-rule bbox=[580, 1196, 1140, 1198]
classified-ad: ପ୍ଲଟ ବିକ୍ରି: ମୌଜା ବିରିଡ଼ା, ଜମି ୪୦ x ୫୦ ଯୋଗାଯୋଗ: 7008727988, 9437318118. D-10848 bbox=[8, 1414, 186, 1458]
classified-ad: ଭୁବନେଶ୍ୱର ଉତ୍ତରା / Krupajal ପାଖରେ ଘରବାଡ଼ି ପାଇଁ ପ୍ଲଟ ବିକ୍ରି 9178660666. D-65528 bbox=[8, 912, 171, 956]
classified-ad: 1000, 750, 700, 650, 450 sqft. available for office purpose at centrally located Unit-9, 2300 sqft. office space available at Metro house Vanivihar. 3BHK available for rent at Damayanti Apartment Nayapalli. Mob: 7789837712, 9861256148. D-10803 bbox=[8, 1732, 190, 1851]
